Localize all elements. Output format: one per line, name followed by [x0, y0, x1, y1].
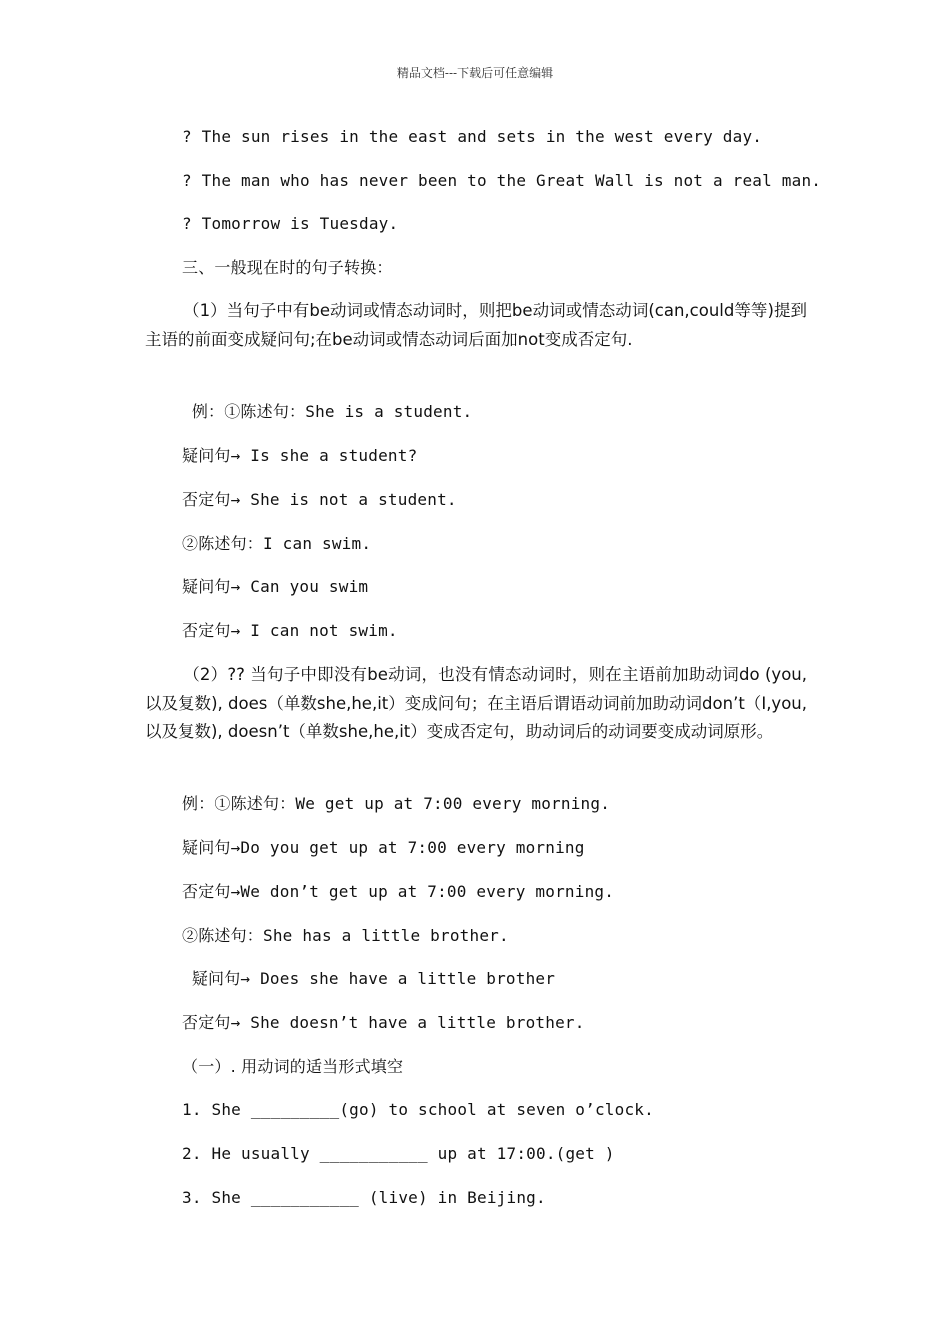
example-question: 疑问句→ Is she a student?: [182, 446, 418, 465]
page-header: 精品文档---下载后可任意编辑: [396, 66, 554, 80]
exercise-item: 3. She ___________ (live) in Beijing.: [182, 1188, 546, 1207]
example-statement: 例：①陈述句：We get up at 7:00 every morning.: [182, 794, 611, 813]
example-negative: 否定句→ I can not swim.: [182, 621, 398, 640]
section-heading: 三、一般现在时的句子转换：: [182, 258, 393, 277]
exercise-item: 1. She _________(go) to school at seven o’clock.: [182, 1100, 654, 1119]
exercise-item: 2. He usually ___________ up at 17:00.(get ): [182, 1144, 615, 1163]
rule-paragraph-1: [145, 297, 807, 354]
example-question: 疑问句→ Does she have a little brother: [182, 969, 556, 988]
example-statement: 例：①陈述句：She is a student.: [182, 402, 473, 421]
example-negative: 否定句→We don’t get up at 7:00 every morning.: [182, 882, 615, 901]
exercise-heading: （一）. 用动词的适当形式填空: [182, 1057, 404, 1076]
bullet-sentence: ? The man who has never been to the Great Wall is not a real man.: [182, 171, 822, 190]
rule-paragraph-2: [145, 661, 807, 747]
example-negative: 否定句→ She doesn’t have a little brother.: [182, 1013, 585, 1032]
example-statement: ②陈述句：I can swim.: [182, 534, 372, 553]
rule-text: （1）当句子中有be动词或情态动词时，则把be动词或情态动词(can,could等等)提到主语的前面变成疑问句;在be动词或情态动词后面加not变成否定句.: [145, 301, 807, 349]
example-question: 疑问句→Do you get up at 7:00 every morning: [182, 838, 585, 857]
example-statement: ②陈述句：She has a little brother.: [182, 926, 509, 945]
example-question: 疑问句→ Can you swim: [182, 577, 369, 596]
bullet-sentence: ? The sun rises in the east and sets in the west every day.: [182, 127, 763, 146]
rule-text: （2）?? 当句子中即没有be动词，也没有情态动词时，则在主语前加助动词do (you,以及复数), does（单数she,he,it）变成问句；在主语后谓语动词前加助动词don’t（I,you,以及复数), doesn’t（单数she,he,it）变成否定句，助动词后的动词要变成动词原形。: [145, 665, 807, 741]
example-negative: 否定句→ She is not a student.: [182, 490, 457, 509]
bullet-sentence: ? Tomorrow is Tuesday.: [182, 214, 399, 233]
